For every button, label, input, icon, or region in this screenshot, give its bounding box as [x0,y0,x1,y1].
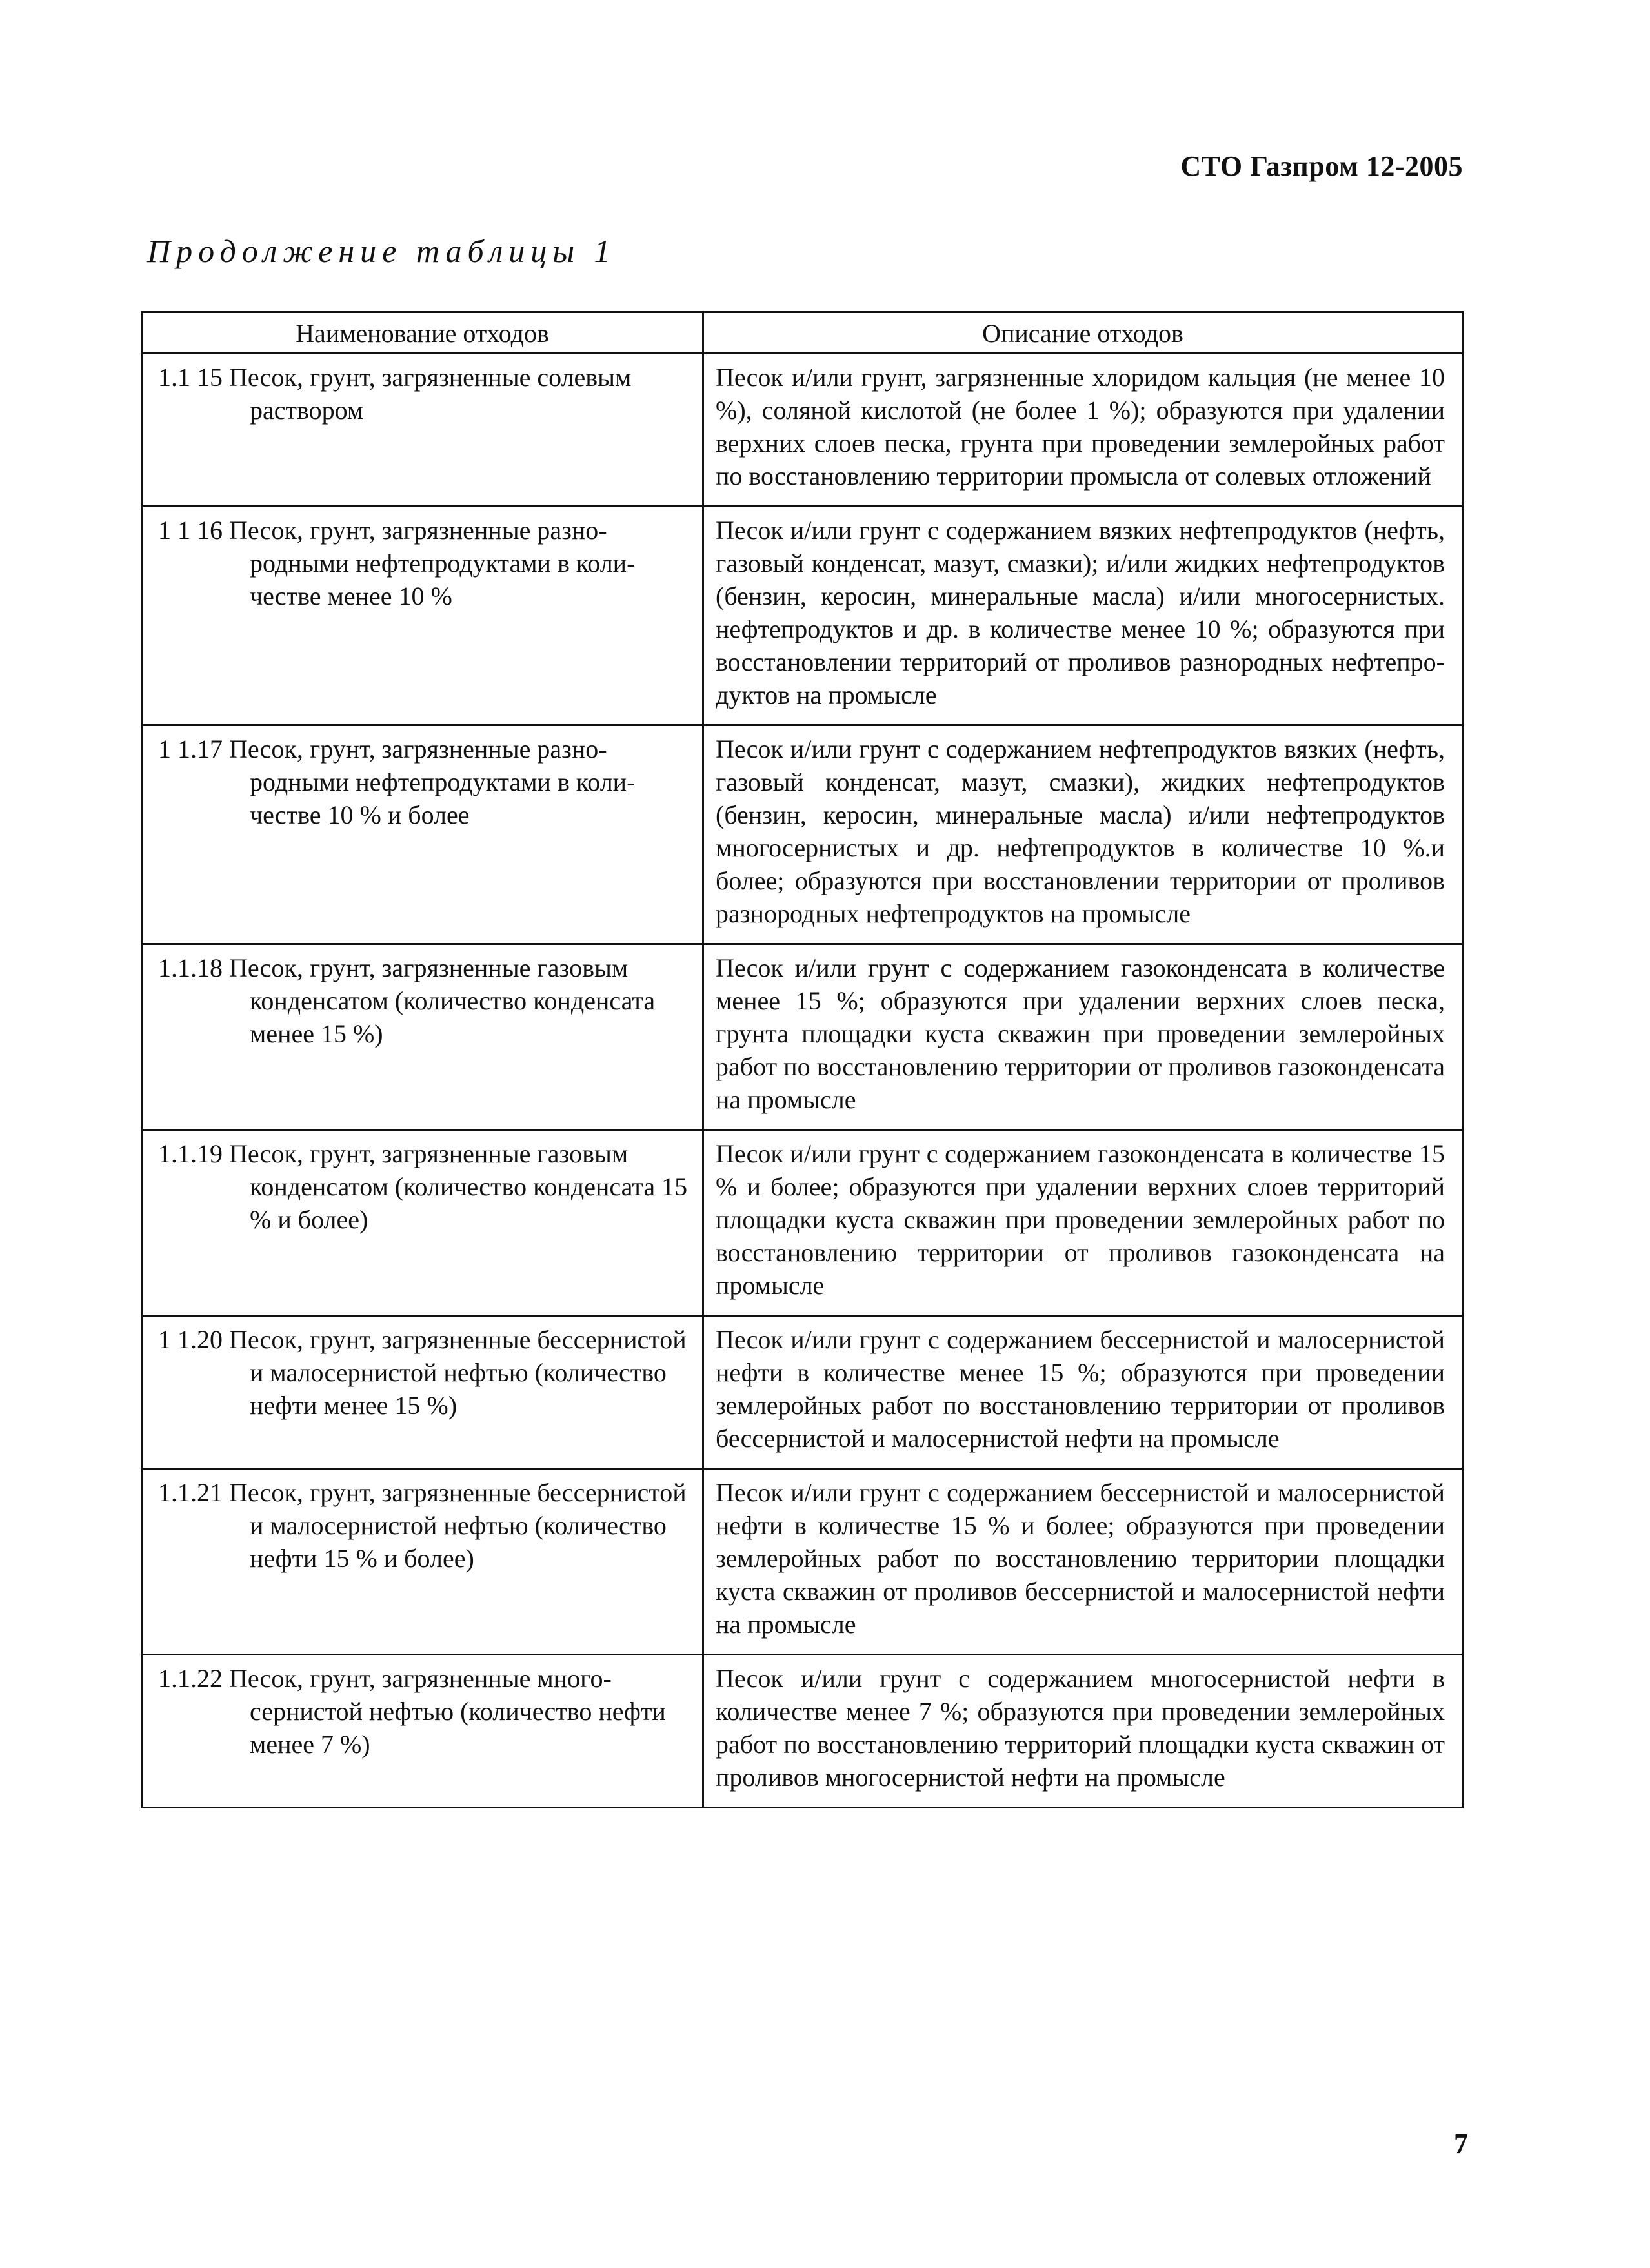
table-header-row [142,312,1463,354]
table-row [142,944,1463,1130]
column-header-name: Наименование отходов [142,312,703,354]
waste-description: Песок и/или грунт с содержанием газоконденсата в количестве менее 15 %; образуются при удалении верхних слоев песка, грунта площадки куста скважин при проведении землеройных работ по восстановлению территории от проливов газоконденсата на промысле [716,953,1445,1114]
waste-description: Песок и/или грунт с содержанием нефтепродуктов вязких (нефть, газовый конденсат, мазут, смазки), жидких нефтепродуктов (бензин, керосин, минеральные масла) и/или нефтепродуктов многосернистых и др. нефтепродуктов в количестве 10 %.и более; образуются при восстановлении территории от проливов разнородных нефтепродуктов на промысле [716,734,1445,928]
waste-name-cell [142,944,703,1130]
waste-description-cell [703,507,1463,725]
waste-name: Песок, грунт, загрязненные бессернистой и малосернистой нефтью (количество нефти 15 % и более) [229,1478,687,1573]
waste-table [141,311,1464,1808]
waste-code: 1.1.22 [158,1664,223,1693]
waste-description-cell [703,1655,1463,1808]
waste-name-cell [142,1655,703,1808]
waste-description-cell [703,1316,1463,1469]
waste-name-cell [142,507,703,725]
waste-code: 1.1 15 [158,363,223,392]
waste-name-cell [142,1469,703,1655]
waste-name: Песок, грунт, загрязненные бессернистой и малосернистой нефтью (количество нефти менее 15 %) [229,1325,687,1420]
waste-name: Песок, грунт, загрязненные многосернистой нефтью (количество нефти менее 7 %) [229,1664,666,1759]
waste-code: 1.1.21 [158,1478,223,1507]
waste-code: 1 1.17 [158,734,223,764]
waste-code: 1 1.20 [158,1325,223,1354]
waste-description: Песок и/или грунт с содержанием бессернистой и малосернистой нефти в количестве менее 15 %; образуются при проведении землеройных работ по восстановлению территории от проливов бессернистой и малосернистой нефти на промысле [716,1325,1445,1453]
waste-name: Песок, грунт, загрязненные солевым раствором [229,363,632,425]
waste-description-cell [703,354,1463,507]
table-row [142,507,1463,725]
table-row [142,1469,1463,1655]
table-caption: Продолжение таблицы 1 [147,233,616,269]
waste-name-cell [142,725,703,944]
table-row [142,1130,1463,1316]
table-row [142,1655,1463,1808]
waste-description: Песок и/или грунт с содержанием бессернистой и малосернистой нефти в количестве 15 % и более; образуются при проведении землеройных работ по восстановлению территории площадки куста скважин от проливов бессернистой и малосернистой нефти на промысле [716,1478,1445,1639]
document-code-header: СТО Газпром 12-2005 [1180,150,1463,182]
waste-name: Песок, грунт, загрязненные разнородными нефтепродуктами в количестве 10 % и более [229,734,636,829]
waste-code: 1 1 16 [158,516,223,545]
waste-description-cell [703,1469,1463,1655]
waste-description-cell [703,944,1463,1130]
waste-code: 1.1.18 [158,953,223,982]
waste-code: 1.1.19 [158,1139,223,1168]
waste-name-cell [142,1130,703,1316]
table-row [142,1316,1463,1469]
waste-description: Песок и/или грунт с содержанием вязких нефтепродуктов (нефть, газовый конденсат, мазут, смазки); и/или жидких нефтепродуктов (бензин, керосин, минеральные масла) и/или многосернистых. нефтепродуктов и др. в количестве менее 10 %; образуются при восстановлении территорий от проливов разнородных нефтепродуктов на промысле [716,516,1445,709]
waste-name: Песок, грунт, загрязненные разнородными нефтепродуктами в количестве менее 10 % [229,516,636,611]
waste-description: Песок и/или грунт, загрязненные хлоридом кальция (не менее 10 %), соляной кислотой (не более 1 %); образуются при удалении верхних слоев песка, грунта при проведении землеройных работ по восстановлению территории промысла от солевых отложений [716,363,1445,491]
waste-description-cell [703,725,1463,944]
column-header-description: Описание отходов [703,312,1463,354]
table-row [142,354,1463,507]
waste-name: Песок, грунт, загрязненные газовым конденсатом (количество конденсата менее 15 %) [229,953,656,1048]
waste-name-cell [142,354,703,507]
table-row [142,725,1463,944]
page-number: 7 [1454,2128,1468,2160]
waste-name-cell [142,1316,703,1469]
waste-description-cell [703,1130,1463,1316]
waste-name: Песок, грунт, загрязненные газовым конденсатом (количество конденсата 15 % и более) [229,1139,688,1234]
waste-description: Песок и/или грунт с содержанием многосернистой нефти в количестве менее 7 %; образуются при проведении землеройных работ по восстановлению территорий площадки куста скважин от проливов многосернистой нефти на промысле [716,1664,1445,1792]
waste-description: Песок и/или грунт с содержанием газоконденсата в количестве 15 % и более; образуются при удалении верхних слоев территорий площадки куста скважин при проведении землеройных работ по восстановлению территории от проливов газоконденсата на промысле [716,1139,1445,1300]
